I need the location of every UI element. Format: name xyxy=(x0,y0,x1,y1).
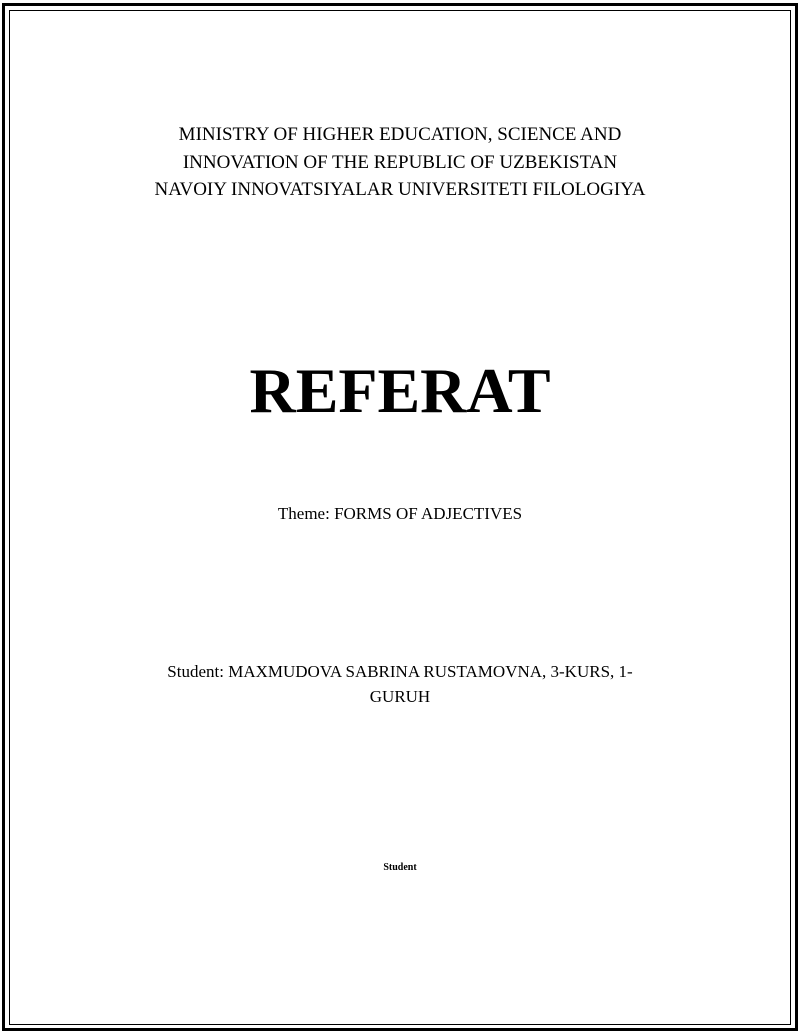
theme-line: Theme: FORMS OF ADJECTIVES xyxy=(277,504,523,523)
header-line-ministry: MINISTRY OF HIGHER EDUCATION, SCIENCE AND xyxy=(178,124,622,145)
document-title: REFERAT xyxy=(249,355,551,426)
footer-student-label: Student xyxy=(383,862,417,873)
header-line-republic: INNOVATION OF THE REPUBLIC OF UZBEKISTAN xyxy=(182,151,618,173)
student-info xyxy=(0,659,800,709)
institution-header xyxy=(0,121,800,204)
header-line-university: NAVOIY INNOVATSIYALAR UNIVERSITETI FILOLOGIYA xyxy=(154,179,646,200)
student-line-group: GURUH xyxy=(369,687,431,706)
student-line-name: Student: MAXMUDOVA SABRINA RUSTAMOVNA, 3-KURS, 1- xyxy=(167,662,633,681)
